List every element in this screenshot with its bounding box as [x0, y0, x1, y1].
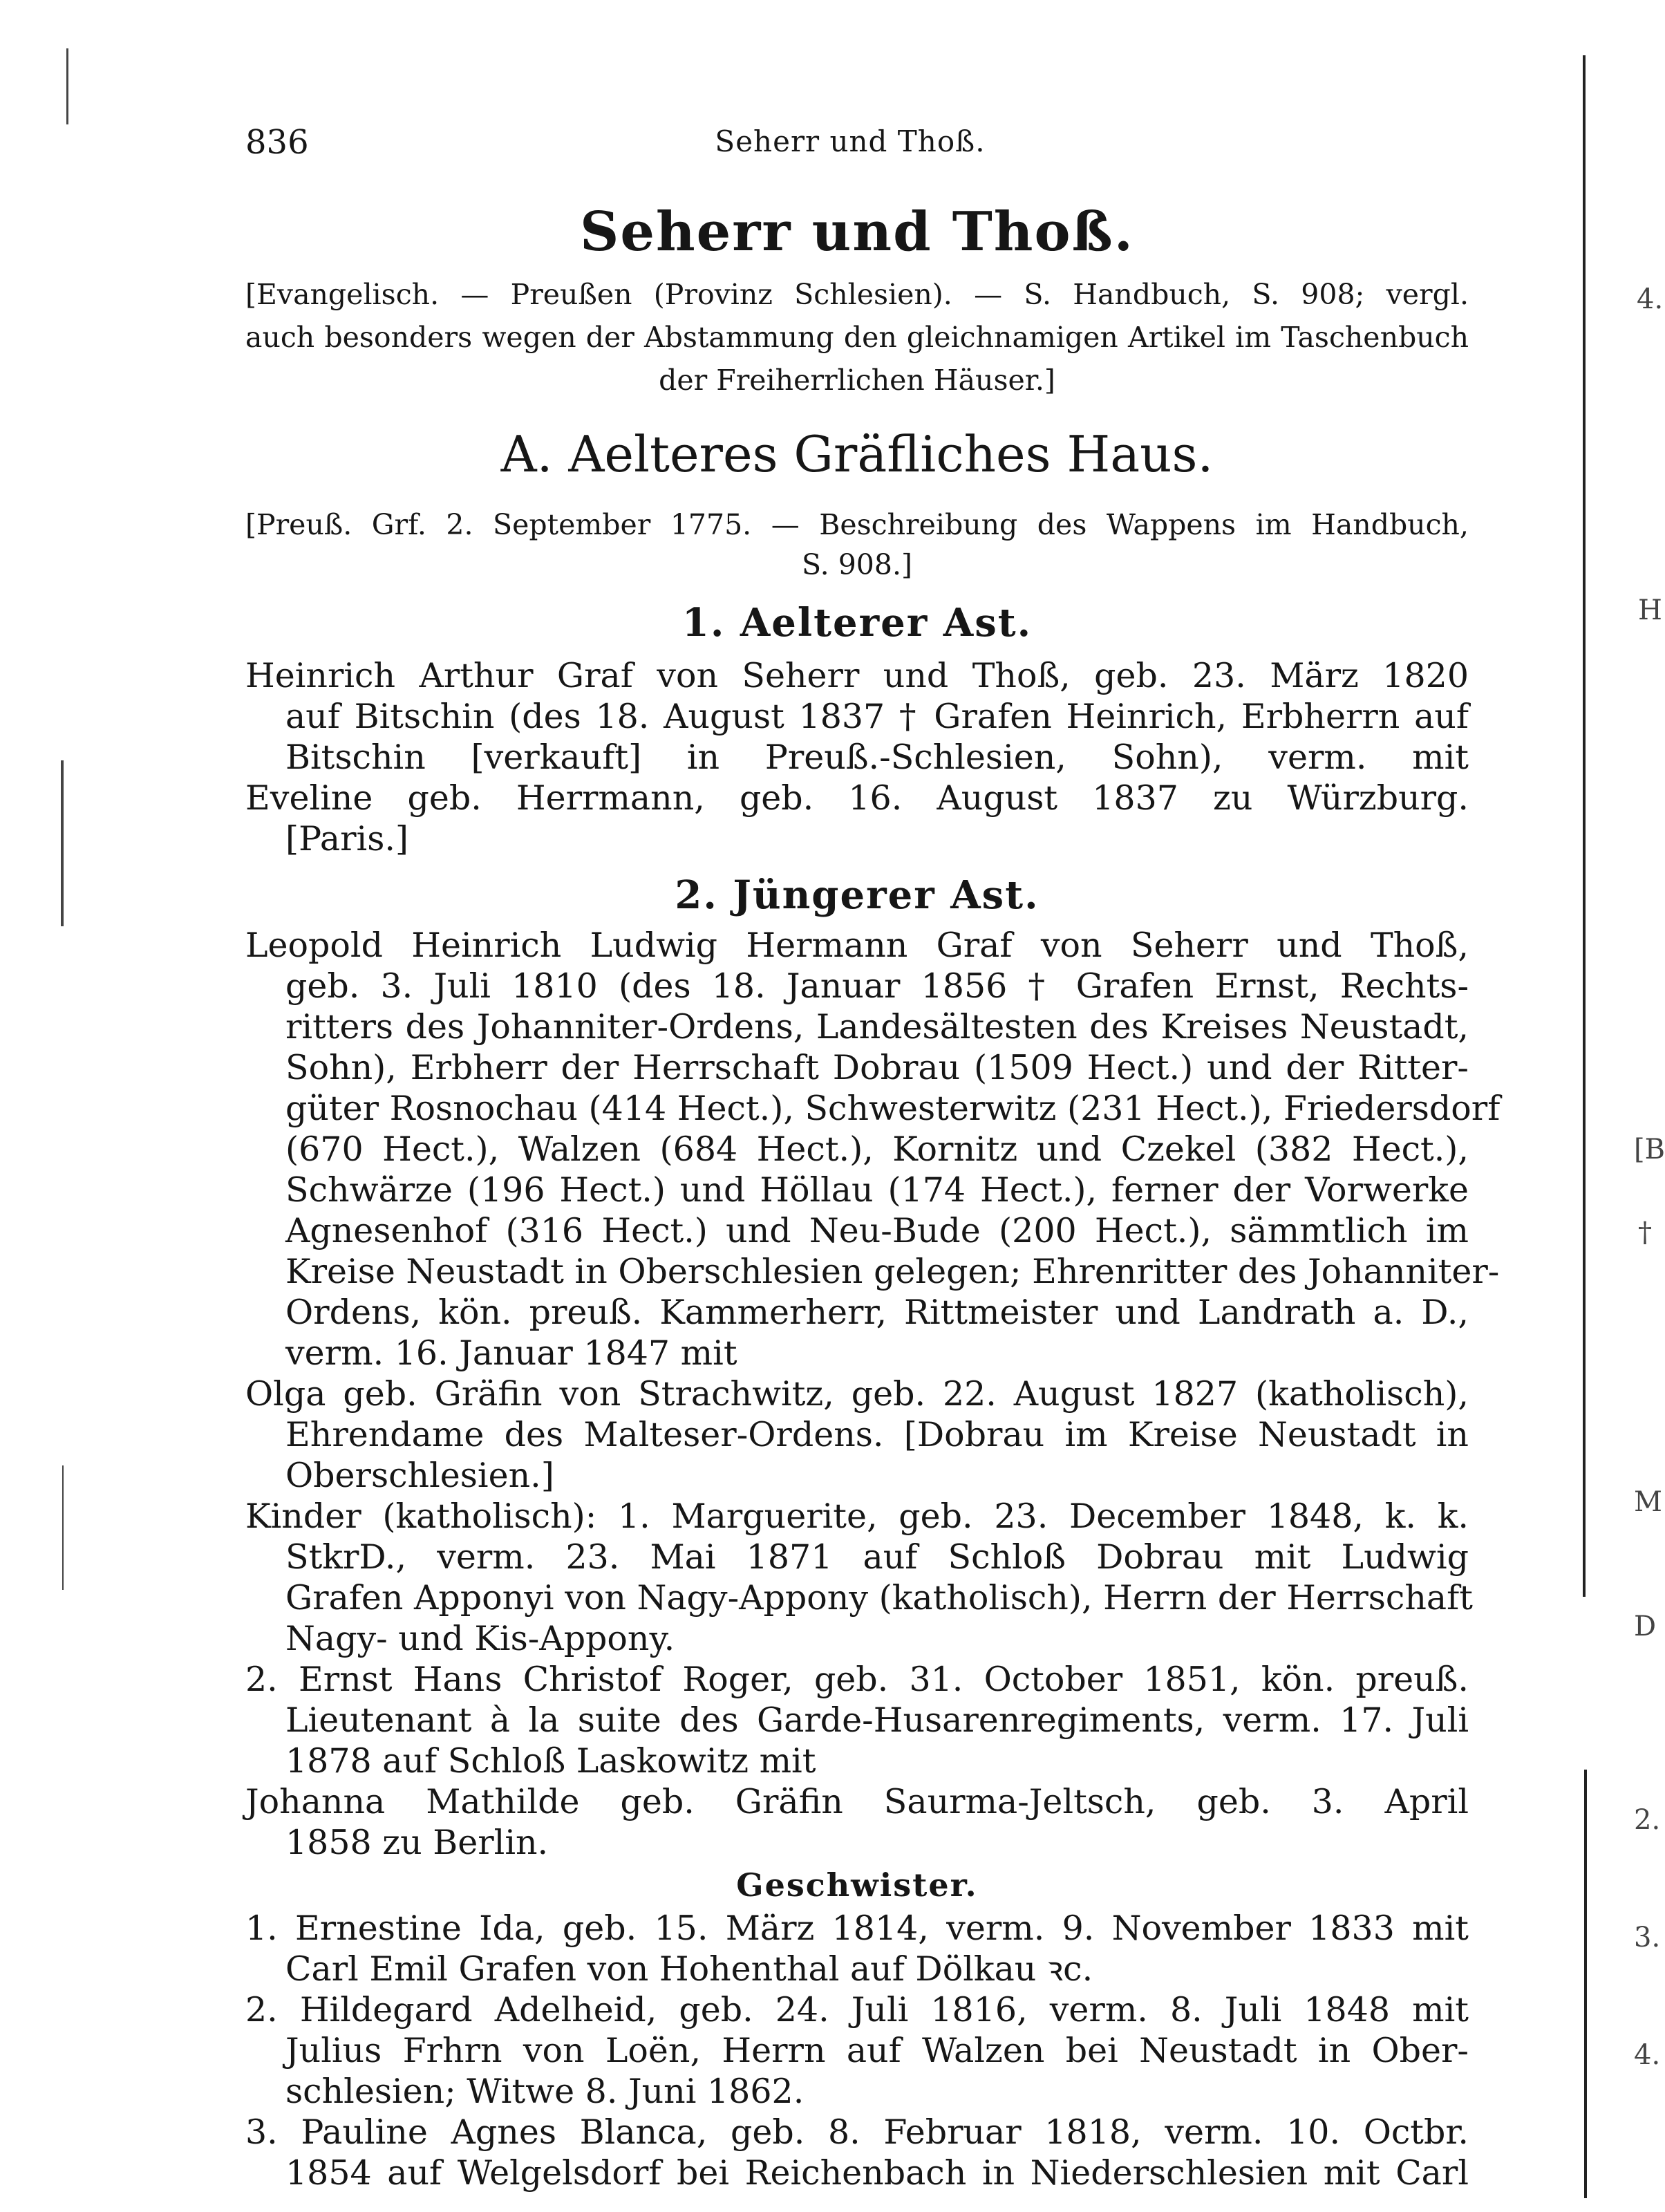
branch-2-entries [245, 925, 1501, 1863]
intro-line: der Freiherrlichen Häuser.] [659, 364, 1055, 397]
entry-line: 2. Hildegard Adelheid, geb. 24. Juli 1816, verm. 8. Juli 1848 mit [245, 1990, 1469, 2030]
entry-line: Grafen Apponyi von Nagy-Appony (katholisch), Herrn der Herrschaft [285, 1578, 1473, 1618]
entry-line: schlesien; Witwe 8. Juni 1862. [285, 2072, 805, 2111]
branch-1-entries [245, 655, 1469, 859]
note-line: S. 908.] [802, 548, 912, 581]
margin-fragment: D [1634, 1611, 1657, 1642]
margin-fragment: H [1638, 594, 1662, 626]
entry-line: Oberschlesien.] [285, 1456, 554, 1495]
entry-line: Leopold Heinrich Ludwig Hermann Graf von Seherr und Thoß, [245, 926, 1469, 965]
entry-line: auf Bitschin (des 18. August 1837 † Grafen Heinrich, Erbherrn auf [285, 697, 1469, 736]
entry-line: 1854 auf Welgelsdorf bei Reichenbach in Niederschlesien mit Carl [285, 2153, 1469, 2193]
margin-fragment: 4. [1634, 2039, 1661, 2071]
siblings-heading: Geschwister. [736, 1866, 978, 1904]
entry-line: StkrD., verm. 23. Mai 1871 auf Schloß Dobrau mit Ludwig [285, 1537, 1469, 1577]
margin-fragment: [B [1634, 1134, 1665, 1165]
entry-line: 3. Pauline Agnes Blanca, geb. 8. Februar 1818, verm. 10. Octbr. [245, 2112, 1469, 2152]
entry-line: Lieutenant à la suite des Garde-Husarenregiments, verm. 17. Juli [285, 1700, 1469, 1740]
scan-mark [61, 760, 64, 926]
entry-line: Kreise Neustadt in Oberschlesien gelegen; Ehrenritter des Johanniter- [285, 1252, 1500, 1291]
entry-line: Bitschin [verkauft] in Preuß.-Schlesien, Sohn), verm. mit [285, 738, 1469, 777]
entry-line: verm. 16. Januar 1847 mit [285, 1333, 737, 1373]
margin-fragment: † [1638, 1217, 1652, 1248]
entry-line: Ehrendame des Malteser-Ordens. [Dobrau im Kreise Neustadt in [285, 1415, 1469, 1454]
entry-line: 1. Ernestine Ida, geb. 15. März 1814, verm. 9. November 1833 mit [245, 1909, 1469, 1948]
article-intro [245, 273, 1469, 402]
entry-line: ritters des Johanniter-Ordens, Landesältesten des Kreises Neustadt, [285, 1007, 1469, 1047]
note-line: [Preuß. Grf. 2. September 1775. — Beschreibung des Wappens im Handbuch, [245, 508, 1469, 541]
margin-fragment: M [1634, 1486, 1662, 1518]
running-header: Seherr und Thoß. [715, 124, 986, 158]
article-title: Seherr und Thoß. [580, 200, 1134, 263]
entry-line: güter Rosnochau (414 Hect.), Schwesterwitz (231 Hect.), Friedersdorf [285, 1089, 1501, 1128]
margin-fragment: 4. [1637, 283, 1664, 315]
section-note [245, 505, 1469, 585]
entry-line: Sohn), Erbherr der Herrschaft Dobrau (1509 Hect.) und der Ritter- [285, 1048, 1469, 1087]
entry-line: Heinrich Arthur Graf von Seherr und Thoß, geb. 23. März 1820 [245, 656, 1469, 695]
branch-heading: 2. Jüngerer Ast. [675, 872, 1040, 918]
scan-mark [66, 48, 68, 124]
entry-line: Johanna Mathilde geb. Gräfin Saurma-Jeltsch, geb. 3. April [245, 1782, 1469, 1821]
section-heading: A. Aelteres Gräfliches Haus. [500, 425, 1214, 483]
entry-line: Julius Frhrn von Loën, Herrn auf Walzen bei Neustadt in Ober- [285, 2031, 1469, 2070]
entry-line: Nagy- und Kis-Appony. [285, 1619, 675, 1658]
branch-heading: 1. Aelterer Ast. [681, 600, 1033, 646]
entry-line: Olga geb. Gräfin von Strachwitz, geb. 22. August 1827 (katholisch), [245, 1374, 1469, 1414]
margin-fragment: 2. [1634, 1804, 1661, 1836]
entry-line: [Paris.] [285, 819, 409, 859]
siblings-entries [245, 1908, 1469, 2193]
column-rule [1584, 1770, 1587, 2198]
intro-line: auch besonders wegen der Abstammung den gleichnamigen Artikel im Taschenbuch [245, 321, 1469, 354]
page-number: 836 [245, 123, 309, 162]
entry-line: 1858 zu Berlin. [285, 1823, 549, 1862]
entry-line: Eveline geb. Herrmann, geb. 16. August 1837 zu Würzburg. [245, 778, 1469, 818]
entry-line: Agnesenhof (316 Hect.) und Neu-Bude (200 Hect.), sämmtlich im [285, 1211, 1469, 1250]
entry-line: 1878 auf Schloß Laskowitz mit [285, 1741, 816, 1781]
margin-fragment: 3. [1634, 1922, 1661, 1953]
entry-line: Schwärze (196 Hect.) und Höllau (174 Hect.), ferner der Vorwerke [285, 1170, 1469, 1210]
entry-line: Carl Emil Grafen von Hohenthal auf Dölkau ꝛc. [285, 1949, 1093, 1989]
entry-line: 2. Ernst Hans Christof Roger, geb. 31. October 1851, kön. preuß. [245, 1660, 1469, 1699]
entry-line: (670 Hect.), Walzen (684 Hect.), Kornitz und Czekel (382 Hect.), [285, 1130, 1469, 1169]
entry-line: Kinder (katholisch): 1. Marguerite, geb. 23. December 1848, k. k. [245, 1497, 1469, 1536]
scan-mark [62, 1465, 64, 1590]
entry-line: Ordens, kön. preuß. Kammerherr, Rittmeister und Landrath a. D., [285, 1293, 1469, 1332]
intro-line: [Evangelisch. — Preußen (Provinz Schlesien). — S. Handbuch, S. 908; vergl. [245, 278, 1469, 311]
column-rule [1583, 55, 1586, 1597]
entry-line: geb. 3. Juli 1810 (des 18. Januar 1856 † Grafen Ernst, Rechts- [285, 966, 1469, 1006]
